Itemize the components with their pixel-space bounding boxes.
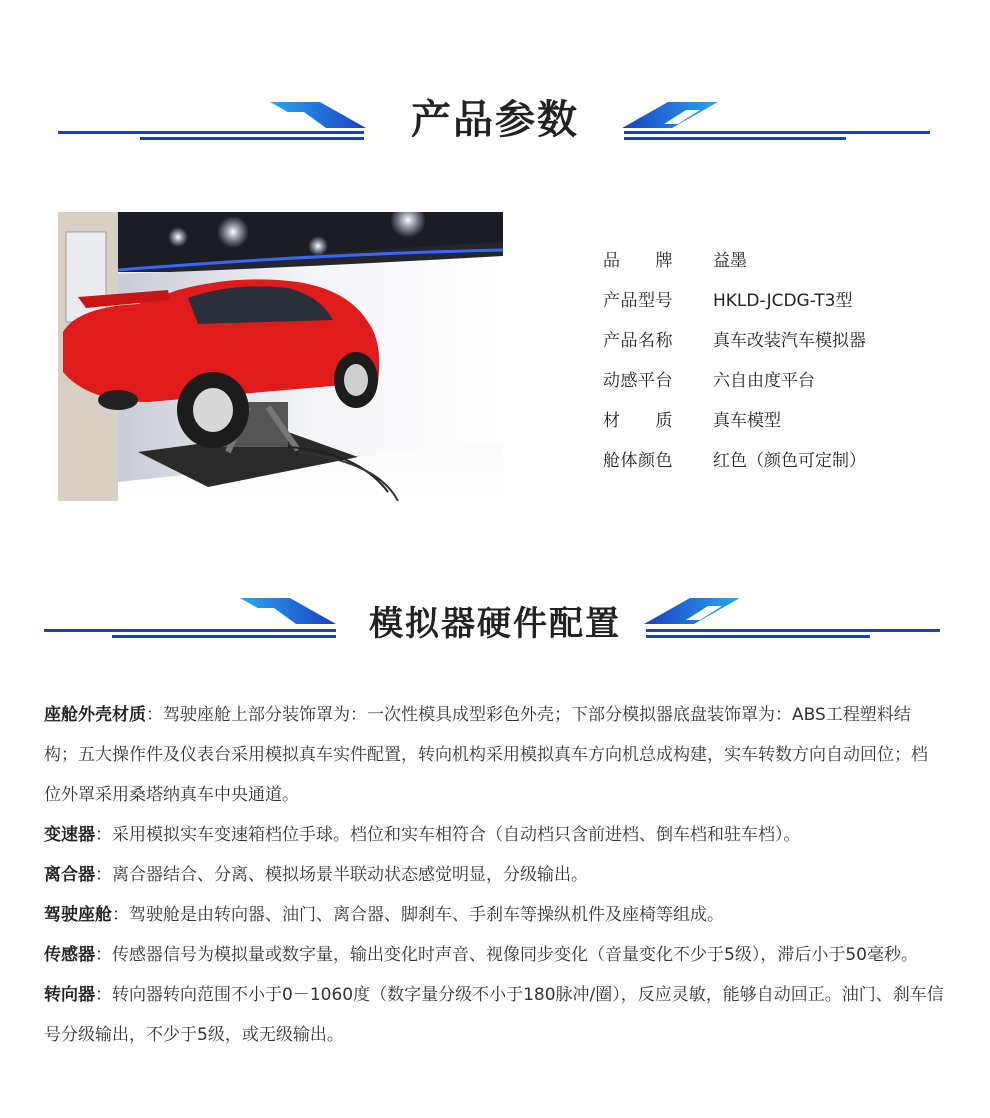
hardware-separator: ： <box>95 825 112 845</box>
spec-row-brand <box>603 241 963 281</box>
hardware-text: 传感器信号为模拟量或数字量，输出变化时声音、视像同步变化（音量变化不少于5级），滞后小于50毫秒。 <box>112 945 918 965</box>
stripe-decoration-right <box>620 98 932 150</box>
spec-row-color <box>603 441 963 481</box>
spec-row-model <box>603 281 963 321</box>
spec-value: HKLD-JCDG-T3型 <box>713 291 853 311</box>
car-simulator-photo <box>58 212 503 501</box>
hardware-text: 转向器转向范围不小于0－1060度（数字量分级不小于180脉冲/圈），反应灵敏，能够自动回正。油门、刹车信号分级输出，不少于5级，或无级输出。 <box>44 985 944 1045</box>
spec-label: 品 牌 <box>603 251 673 271</box>
section-header-hardware <box>0 592 990 652</box>
hardware-label: 转向器 <box>44 985 95 1005</box>
spec-row-name <box>603 321 963 361</box>
spec-label: 动感平台 <box>603 371 673 391</box>
hardware-separator: ： <box>95 985 112 1005</box>
spec-value: 六自由度平台 <box>713 371 815 391</box>
spec-value: 真车模型 <box>713 411 781 431</box>
hardware-separator: ： <box>146 705 163 725</box>
hardware-item-gearbox <box>44 815 944 855</box>
hardware-item-steering <box>44 975 944 1055</box>
section-title-hardware: 模拟器硬件配置 <box>369 604 621 644</box>
spec-label: 产品型号 <box>603 291 673 311</box>
hardware-item-clutch <box>44 855 944 895</box>
stripe-decoration-right <box>642 598 942 640</box>
hardware-separator: ： <box>95 945 112 965</box>
spec-value: 红色（颜色可定制） <box>713 451 866 471</box>
spec-label: 材 质 <box>603 411 673 431</box>
hardware-label: 传感器 <box>44 945 95 965</box>
hardware-text: 采用模拟实车变速箱档位手球。档位和实车相符合（自动档只含前进档、倒车档和驻车档）。 <box>112 825 801 845</box>
spec-row-platform <box>603 361 963 401</box>
spec-row-material <box>603 401 963 441</box>
spec-label: 产品名称 <box>603 331 673 351</box>
spec-label: 舱体颜色 <box>603 451 673 471</box>
hardware-text: 驾驶舱是由转向器、油门、离合器、脚刹车、手刹车等操纵机件及座椅等组成。 <box>129 905 724 925</box>
section-header-params <box>0 90 990 150</box>
hardware-label: 驾驶座舱 <box>44 905 112 925</box>
spec-value: 益墨 <box>713 251 747 271</box>
hardware-item-sensor <box>44 935 944 975</box>
hardware-config-list <box>44 695 944 1055</box>
section-title-params: 产品参数 <box>411 97 579 143</box>
hardware-separator: ： <box>112 905 129 925</box>
hardware-label: 变速器 <box>44 825 95 845</box>
hardware-item-cockpit <box>44 895 944 935</box>
hardware-label: 离合器 <box>44 865 95 885</box>
hardware-text: 驾驶座舱上部分装饰罩为：一次性模具成型彩色外壳；下部分模拟器底盘装饰罩为：ABS工程塑料结构；五大操作件及仪表台采用模拟真车实件配置，转向机构采用模拟真车方向机总成构建，实车转数方向自动回位；档位外罩采用桑塔纳真车中央通道。 <box>44 705 928 805</box>
hardware-text: 离合器结合、分离、模拟场景半联动状态感觉明显，分级输出。 <box>112 865 588 885</box>
hardware-item-cockpit-shell <box>44 695 944 815</box>
hardware-separator: ： <box>95 865 112 885</box>
hardware-label: 座舱外壳材质 <box>44 705 146 725</box>
spec-table <box>603 241 963 481</box>
spec-value: 真车改装汽车模拟器 <box>713 331 866 351</box>
